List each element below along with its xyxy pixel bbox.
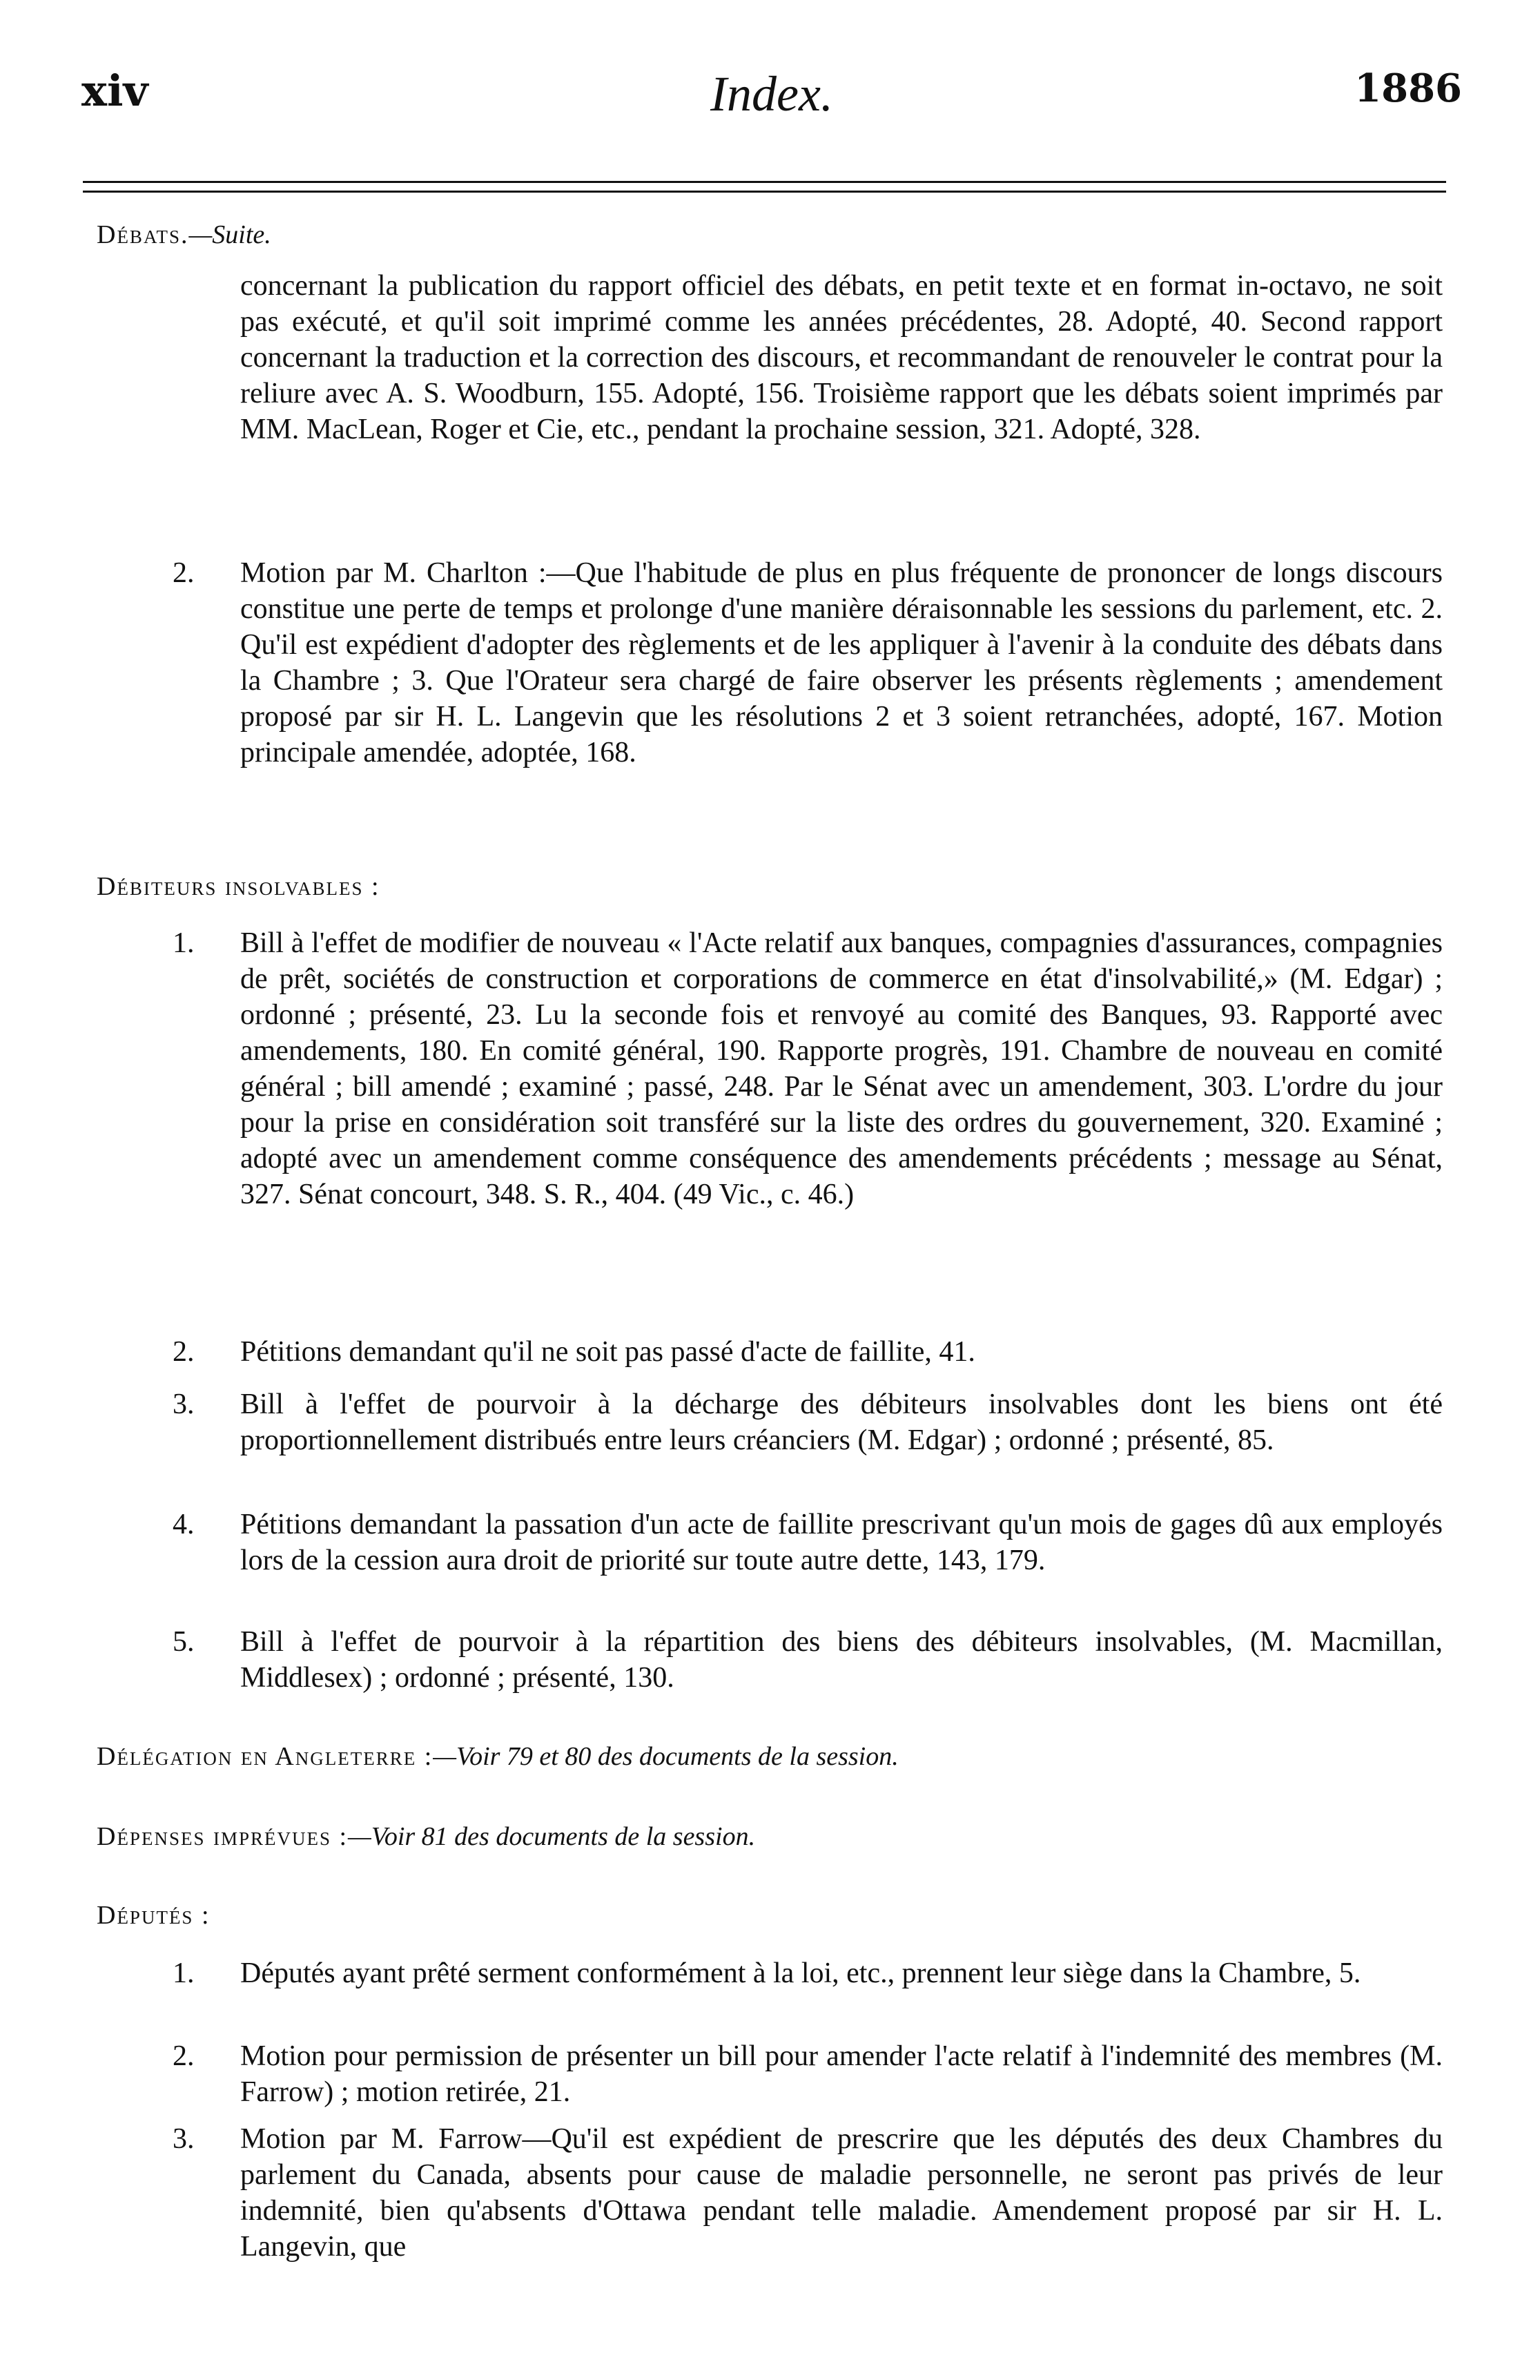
item-number: 2.: [173, 557, 195, 589]
page-year: 1886: [1354, 66, 1462, 111]
heading-delegation: [97, 1741, 899, 1772]
header-rule-bottom: [83, 191, 1446, 193]
page-title: Index.: [710, 66, 833, 122]
item-text: Motion par M. Charlton :—Que l'habitude de plus en plus fréquente de prononcer de longs discours constitue une perte de temps et prolonge d'une manière déraisonnable les sessions du parlement, etc. 2. Qu'il est expédient d'adopter des règlements et de les appliquer à l'avenir à la conduite des débats dans la Chambre ; 3. Que l'Orateur sera chargé de faire observer les présents règlements ; amendement proposé par sir H. L. Langevin que les résolutions 2 et 3 soient retranchées, adopté, 167. Motion principale amendée, adoptée, 168.: [240, 557, 1443, 768]
item-number: 2.: [173, 1336, 195, 1368]
heading-debats: [97, 220, 271, 250]
item-text: Bill à l'effet de pourvoir à la répartition des biens des débiteurs insolvables, (M. Macmillan, Middlesex) ; ordonné ; présenté, 130.: [240, 1626, 1443, 1694]
item-text: Députés ayant prêté serment conformément à la loi, etc., prennent leur siège dans la Chambre, 5.: [240, 1957, 1361, 1989]
item-number: 5.: [173, 1626, 195, 1658]
page-header: [81, 66, 1462, 121]
item-text: Bill à l'effet de pourvoir à la décharge des débiteurs insolvables dont les biens ont été proportionnellement distribués entre leurs créanciers (M. Edgar) ; ordonné ; présenté, 85.: [240, 1389, 1443, 1456]
heading-debats-suite: —Suite.: [188, 220, 271, 249]
item-number: 4.: [173, 1509, 195, 1540]
depenses-reference: —Voir 81 des documents de la session.: [348, 1822, 756, 1851]
item-number: 1.: [173, 1957, 195, 1989]
heading-debiteurs: Débiteurs insolvables :: [97, 872, 380, 901]
item-text: Motion par M. Farrow—Qu'il est expédient de prescrire que les députés des deux Chambres du parlement du Canada, absents pour cause de maladie personnelle, ne seront pas privés de leur indemnité, bien qu'absents d'Ottawa pendant telle maladie. Amendement proposé par sir H. L. Langevin, que: [240, 2123, 1443, 2263]
item-text: Pétitions demandant qu'il ne soit pas passé d'acte de faillite, 41.: [240, 1336, 975, 1368]
heading-depenses: [97, 1821, 755, 1852]
item-text: Motion pour permission de présenter un bill pour amender l'acte relatif à l'indemnité des membres (M. Farrow) ; motion retirée, 21.: [240, 2040, 1443, 2108]
heading-deputes: Députés :: [97, 1901, 211, 1930]
debats-intro-paragraph: concernant la publication du rapport officiel des débats, en petit texte et en format in-octavo, ne soit pas exécuté, et qu'il soit imprimé comme les années précédentes, 28. Adopté, 40. Second rapport concernant la traduction et la correction des discours, et recommandant de renouveler le contrat pour la reliure avec A. S. Woodburn, 155. Adopté, 156. Troisième rapport que les débats soient imprimés par MM. MacLean, Roger et Cie, etc., pendant la prochaine session, 321. Adopté, 328.: [240, 270, 1443, 445]
item-text: Pétitions demandant la passation d'un acte de faillite prescrivant qu'un mois de gages dû aux employés lors de la cession aura droit de priorité sur toute autre dette, 143, 179.: [240, 1509, 1443, 1576]
item-number: 3.: [173, 1389, 195, 1420]
delegation-reference: —Voir 79 et 80 des documents de la session.: [433, 1742, 899, 1771]
heading-depenses-label: Dépenses imprévues :: [97, 1822, 349, 1851]
item-number: 3.: [173, 2123, 195, 2155]
header-rule-top: [83, 181, 1446, 183]
item-text: Bill à l'effet de modifier de nouveau « l'Acte relatif aux banques, compagnies d'assurances, compagnies de prêt, sociétés de construction et corporations de commerce en état d'insolvabilité,» (M. Edgar) ; ordonné ; présenté, 23. Lu la seconde fois et renvoyé au comité des Banques, 93. Rapporté avec amendements, 180. En comité général, 190. Rapporte progrès, 191. Chambre de nouveau en comité général ; bill amendé ; examiné ; passé, 248. Par le Sénat avec un amendement, 303. L'ordre du jour pour la prise en considération soit transféré sur la liste des ordres du gouvernement, 320. Examiné ; adopté avec un amendement comme conséquence des amendements précédents ; message au Sénat, 327. Sénat concourt, 348. S. R., 404. (49 Vic., c. 46.): [240, 927, 1443, 1210]
heading-debats-label: Débats.: [97, 220, 189, 249]
item-number: 1.: [173, 927, 195, 959]
item-number: 2.: [173, 2040, 195, 2072]
heading-delegation-label: Délégation en Angleterre :: [97, 1742, 433, 1771]
page-number: xiv: [81, 66, 148, 116]
